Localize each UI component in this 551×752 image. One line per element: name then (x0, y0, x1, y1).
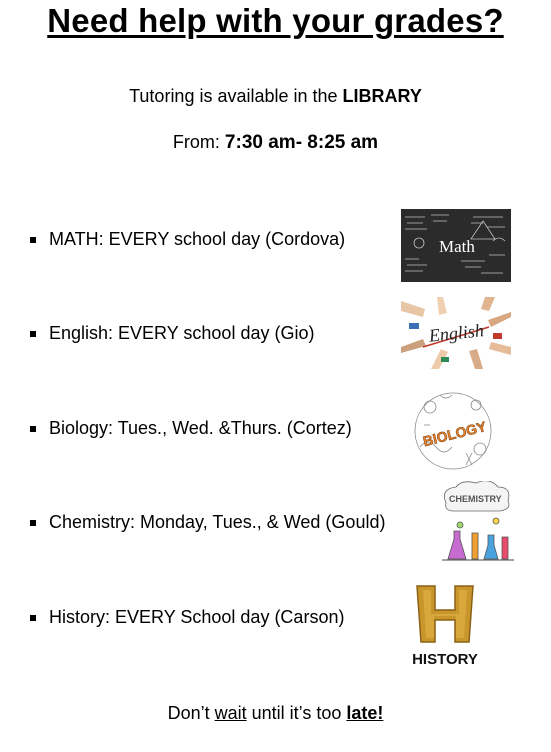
footer-part2: until it’s too (246, 703, 347, 723)
english-image-label: English (427, 320, 485, 346)
subject-text: Biology: Tues., Wed. &Thurs. (Cortez) (49, 418, 352, 438)
footer-wait: wait (214, 703, 247, 723)
math-chalkboard-image (401, 209, 511, 282)
subject-text: MATH: EVERY school day (Cordova) (49, 229, 346, 249)
history-logo-image (403, 582, 487, 672)
subject-item-history (30, 607, 344, 628)
footer-line (0, 703, 551, 724)
footer-late: late! (346, 703, 384, 723)
bullet-icon (30, 520, 36, 526)
hours-line (0, 132, 551, 154)
bullet-icon (30, 615, 36, 621)
tutoring-prefix: Tutoring is available in the (129, 86, 343, 106)
subject-text: English: EVERY school day (Gio) (49, 323, 315, 343)
math-image-label: Math (439, 237, 475, 256)
subject-item-math (30, 229, 345, 250)
subject-item-english (30, 323, 314, 344)
chemistry-flasks-image (438, 481, 518, 567)
history-image-label: HISTORY (412, 651, 478, 668)
subject-item-chemistry (30, 512, 385, 533)
hours-value: 7:30 am- 8:25 am (224, 132, 379, 153)
chemistry-image-label: CHEMISTRY (449, 494, 502, 504)
subject-item-biology (30, 418, 352, 439)
bullet-icon (30, 426, 36, 432)
tutoring-line (0, 86, 551, 107)
bullet-icon (30, 237, 36, 243)
english-hands-image (401, 297, 511, 369)
tutoring-location: LIBRARY (342, 86, 422, 106)
hours-label: From: (172, 132, 225, 152)
footer-part1: Don’t (167, 703, 215, 723)
biology-image-label: BIOLOGY (421, 418, 488, 450)
biology-doodle-image (410, 387, 496, 475)
page-title: Need help with your grades? (47, 2, 504, 39)
subject-text: History: EVERY School day (Carson) (49, 607, 345, 627)
subject-text: Chemistry: Monday, Tues., & Wed (Gould) (49, 512, 386, 532)
bullet-icon (30, 331, 36, 337)
